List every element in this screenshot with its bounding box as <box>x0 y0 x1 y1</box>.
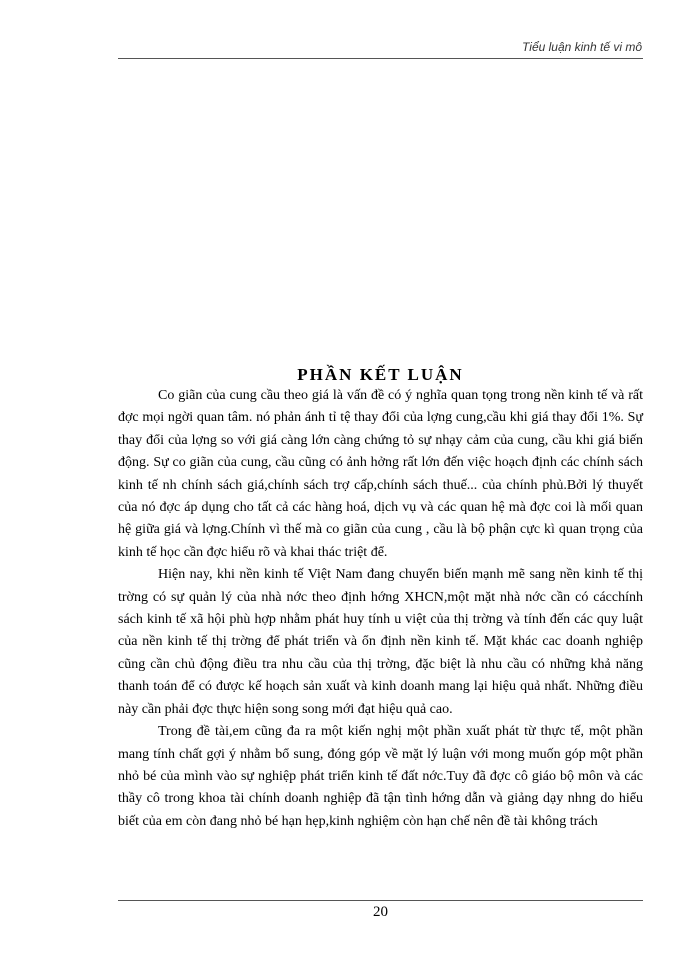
footer-divider <box>118 900 643 901</box>
paragraph: Co giãn của cung cầu theo giá là vấn đề có ý nghĩa quan tọng trong nền kinh tế và rất đợc mọi ngời quan tâm. nó phản ánh tỉ tệ thay đổi của lợng cung,cầu khi giá thay đổi 1%. Sự thay đổi của lợng so với giá càng lớn càng chứng tỏ sự nhạy cảm của cung, cầu khi giá biến động. Sự co giãn của cung, cầu cũng có ảnh hởng rất lớn đến việc hoạch định các chính sách kinh tế nh chính sách giá,chính sách trợ cấp,chính sách thuế... của chính phủ.Bởi lý thuyết của nó đợc áp dụng cho tất cả các hàng hoá, dịch vụ và các quan hệ mà đợc coi là mối quan hệ giữa giá và lợng.Chính vì thế mà co giãn của cung , cầu là bộ phận cực kì quan trọng của kinh tế học cần đợc hiểu rõ và khai thác triệt để. <box>118 388 643 560</box>
body-text <box>118 385 643 833</box>
paragraph: Hiện nay, khi nền kinh tế Việt Nam đang chuyển biến mạnh mẽ sang nền kinh tế thị trờng có sự quản lý của nhà nớc theo định hớng XHCN,một mặt nhà nớc cần có cácchính sách kinh tế xã hội phù hợp nhằm phát huy tính u việt của thị trờng và tính đến các quy luật của nền kinh tế thị trờng để phát triển và ổn định nền kinh tế. Mặt khác cac doanh nghiệp cũng cần chủ động điều tra nhu cầu của thị trờng, đặc biệt là nhu cầu có những khả năng thanh toán để có được kế hoạch sản xuất và kinh doanh mang lại hiệu quả nhất. Những điều này cần phải đợc thực hiện song song mới đạt hiệu quả cao. <box>118 567 643 717</box>
paragraph: Trong đề tài,em cũng đa ra một kiến nghị một phần xuất phát từ thực tế, một phần mang tính chất gợi ý nhằm bổ sung, đóng góp về mặt lý luận với mong muốn góp một phần nhỏ bé của mình vào sự nghiệp phát triển kinh tế đất nớc.Tuy đã đợc cô giáo bộ môn và các thầy cô trong khoa tài chính doanh nghiệp đã tận tình hớng dẫn và giảng dạy nhng do hiểu biết của em còn đang nhỏ bé hạn hẹp,kinh nghiệm còn hạn chế nên đề tài không trách <box>118 724 643 829</box>
header-divider <box>118 58 643 59</box>
running-header: Tiểu luận kinh tế vi mô <box>522 40 642 54</box>
section-title: PHẦN KẾT LUẬN <box>297 365 464 384</box>
page-number: 20 <box>373 904 388 920</box>
